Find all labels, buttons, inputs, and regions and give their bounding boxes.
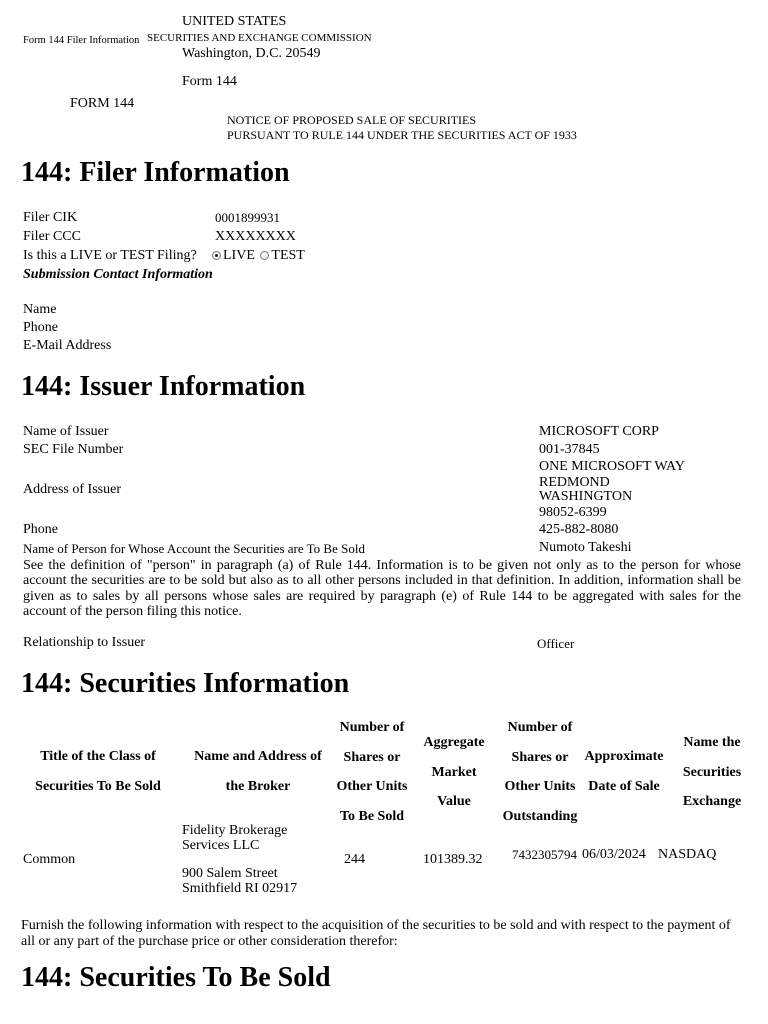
filer-heading: 144: Filer Information (21, 157, 290, 188)
issuer-address-line-1: ONE MICROSOFT WAY (539, 459, 685, 474)
contact-phone-label: Phone (23, 320, 58, 335)
col-header-market-value: Aggregate Market Value (423, 735, 485, 809)
securities-to-be-sold-heading: 144: Securities To Be Sold (21, 962, 331, 993)
test-option-label: TEST (271, 248, 305, 263)
header-commission: SECURITIES AND EXCHANGE COMMISSION (147, 32, 372, 44)
contact-email-label: E-Mail Address (23, 338, 112, 353)
col-header-units-outstanding: Number of Shares or Other Units Outstanding (502, 720, 578, 824)
header-form-large: FORM 144 (70, 96, 135, 111)
issuer-heading: 144: Issuer Information (21, 371, 306, 402)
cell-market-value: 101389.32 (423, 852, 483, 867)
issuer-name-label: Name of Issuer (23, 424, 109, 439)
issuer-name-value: MICROSOFT CORP (539, 424, 659, 439)
issuer-phone-value: 425-882-8080 (539, 522, 619, 537)
cell-broker: Fidelity Brokerage Services LLC 900 Salem Street Smithfield RI 02917 (182, 823, 298, 896)
issuer-address-label: Address of Issuer (23, 482, 121, 497)
cell-exchange: NASDAQ (658, 847, 717, 862)
issuer-address-line-2: REDMOND (539, 475, 610, 490)
col-header-units-to-sell: Number of Shares or Other Units To Be Sold (336, 720, 408, 824)
header-united-states: UNITED STATES (182, 14, 287, 29)
header-notice-line-1: NOTICE OF PROPOSED SALE OF SECURITIES (227, 113, 477, 127)
header-notice-line-2: PURSUANT TO RULE 144 UNDER THE SECURITIES ACT OF 1933 (227, 128, 577, 142)
sec-file-number-label: SEC File Number (23, 442, 124, 457)
filer-cik-value: 0001899931 (215, 210, 280, 225)
submission-contact-heading: Submission Contact Information (23, 267, 213, 282)
contact-name-label: Name (23, 302, 57, 317)
header-city: Washington, D.C. 20549 (182, 46, 321, 61)
live-radio-button[interactable] (212, 251, 221, 260)
person-value: Numoto Takeshi (539, 540, 632, 555)
col-header-exchange: Name the Securities Exchange (682, 735, 742, 809)
person-label: Name of Person for Whose Account the Securities are To Be Sold (23, 541, 365, 556)
filer-ccc-label: Filer CCC (23, 229, 81, 244)
cell-units-outstanding: 7432305794 (512, 847, 577, 862)
header-form-small: Form 144 (182, 74, 237, 89)
cell-units-to-sell: 244 (344, 852, 365, 867)
live-option-label: LIVE (223, 248, 255, 263)
sec-file-number-value: 001-37845 (539, 442, 600, 457)
cell-title-class: Common (23, 852, 76, 867)
issuer-address-line-3: WASHINGTON (539, 489, 633, 504)
col-header-date-of-sale: Approximate Date of Sale (584, 749, 664, 794)
header-form-filer-info: Form 144 Filer Information (23, 35, 140, 46)
issuer-address-line-4: 98052-6399 (539, 505, 607, 520)
cell-date-of-sale: 06/03/2024 (582, 847, 646, 862)
live-test-label: Is this a LIVE or TEST Filing? (23, 248, 197, 263)
test-radio-button[interactable] (260, 251, 269, 260)
col-header-broker: Name and Address of the Broker (194, 749, 322, 794)
col-header-title-class: Title of the Class of Securities To Be Sold (35, 749, 161, 794)
relationship-label: Relationship to Issuer (23, 635, 146, 650)
issuer-phone-label: Phone (23, 522, 58, 537)
furnish-instruction-text: Furnish the following information with respect to the acquisition of the securities to be sold and with respect to the payment of all or any part of the purchase price or other consideration therefor: (21, 918, 731, 949)
filer-cik-label: Filer CIK (23, 210, 78, 225)
person-definition-text: See the definition of "person" in paragraph (a) of Rule 144. Information is to be given not only as to the person for whose account the securities are to be sold but also as to all other persons included in that definition. In addition, information shall be given as to sales by all persons whose sales are required by paragraph (e) of Rule 144 to be aggregated with sales for the account of the person filing this notice. (23, 558, 741, 620)
filer-ccc-value: XXXXXXXX (215, 229, 296, 244)
relationship-value: Officer (537, 636, 575, 651)
live-test-radio-group (212, 248, 305, 264)
securities-heading: 144: Securities Information (21, 668, 350, 699)
